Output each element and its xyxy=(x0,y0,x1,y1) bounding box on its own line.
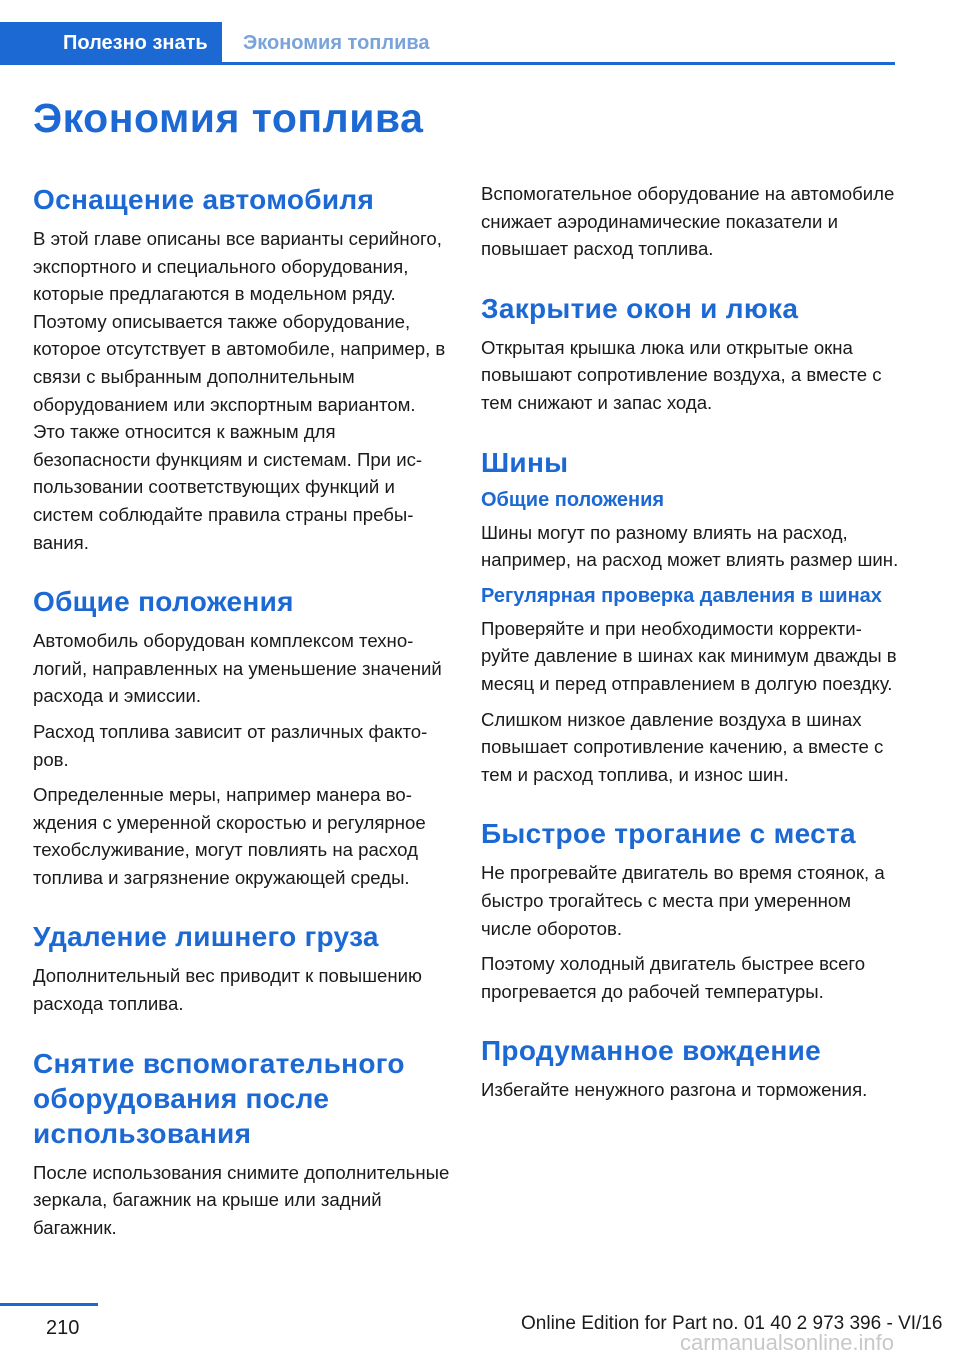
paragraph: Вспомогательное оборудование на автомобиле снижает аэродинамические показатели и повышает расход топлива. xyxy=(481,183,895,260)
section-title: Снятие вспомогательного оборудования после использования xyxy=(33,1047,405,1149)
subsection-tire-pressure xyxy=(481,584,899,789)
paragraph: Слишком низкое давление воздуха в шинах повышает сопротивление качению, а вместе с тем и расход топлива, и износ шин. xyxy=(481,708,884,785)
section-close-windows xyxy=(481,291,899,417)
section-smart-driving xyxy=(481,1033,899,1104)
paragraph: Избегайте ненужного разгона и торможения. xyxy=(481,1079,868,1101)
paragraph: Проверяйте и при необходимости корректируйте давление в шинах как минимум дважды в месяц и перед отправлением в долгую поездку. xyxy=(481,617,897,694)
paragraph: Шины могут по разному влиять на расход, например, на расход может влиять размер шин. xyxy=(481,521,899,571)
paragraph: Определенные меры, например манера вождения с умеренной скоростью и регулярное техобслуживание, могут повлиять на расход топлива и загрязнение окружающей среды. xyxy=(33,784,426,888)
section-tires xyxy=(481,445,899,789)
paragraph: Автомобиль оборудован комплексом технологий, направленных на уменьшение значений расхода и эмиссии. xyxy=(33,630,442,707)
left-column xyxy=(33,182,451,1269)
section-title: Оснащение автомобиля xyxy=(33,184,375,215)
page-title: Экономия топлива xyxy=(33,95,424,141)
section-accessories-continued xyxy=(481,180,899,263)
watermark: carmanualsonline.info xyxy=(680,1330,895,1355)
right-column xyxy=(481,180,899,1132)
paragraph: Поэтому холодный двигатель быстрее всего прогревается до рабочей температуры. xyxy=(481,953,866,1002)
section-title: Общие положения xyxy=(33,586,294,618)
breadcrumb-tabs xyxy=(0,22,895,65)
section-remove-extra-load xyxy=(33,919,451,1017)
section-title: Шины xyxy=(481,446,569,478)
subsection-title: Регулярная проверка давления в шинах xyxy=(481,584,882,607)
section-title: Закрытие окон и люка xyxy=(481,292,799,324)
section-remove-accessories xyxy=(33,1046,451,1242)
subsection-title: Общие положения xyxy=(481,488,665,511)
footer-divider xyxy=(0,1303,98,1306)
paragraph: Дополнительный вес приводит к повышению расхода топлива. xyxy=(33,965,422,1015)
page-number: 210 xyxy=(46,1317,80,1339)
section-title: Продуманное вождение xyxy=(481,1035,821,1067)
section-vehicle-equipment xyxy=(33,182,451,556)
section-quick-start xyxy=(481,816,899,1005)
paragraph: Не прогревайте двигатель во время стоянок, а быстро трогайтесь с места при умеренном числе оборотов. xyxy=(481,862,885,939)
paragraph: Расход топлива зависит от различных факторов. xyxy=(33,720,428,770)
section-title: Быстрое трогание с места xyxy=(481,818,856,850)
section-general-provisions xyxy=(33,584,451,891)
paragraph: В этой главе описаны все варианты серийного, экспортного и специального оборудования, которые предлагаются в модельном ряду. Поэтому описывается также оборудование, которое отсутствует в автомобиле, например, в связи с выбранным дополнительным оборудованием или экспортным вариантом. Это также относится к важным для безопасности функциям и системам. При использовании соответствующих функций и систем соблюдайте правила страны пребывания. xyxy=(33,228,446,553)
section-title: Удаление лишнего груза xyxy=(33,921,379,953)
tab-fuel-economy[interactable]: Экономия топлива xyxy=(243,32,430,54)
subsection-general xyxy=(481,488,899,574)
paragraph: После использования снимите дополнительные зеркала, багажник на крыше или задний багажник. xyxy=(33,1161,450,1238)
paragraph: Открытая крышка люка или открытые окна повышают сопротивление воздуха, а вместе с тем снижают и запас хода. xyxy=(481,336,882,413)
tab-useful-info[interactable]: Полезно знать xyxy=(0,22,222,62)
edition-info: Online Edition for Part no. 01 40 2 973 396 - VI/16 xyxy=(521,1313,943,1334)
